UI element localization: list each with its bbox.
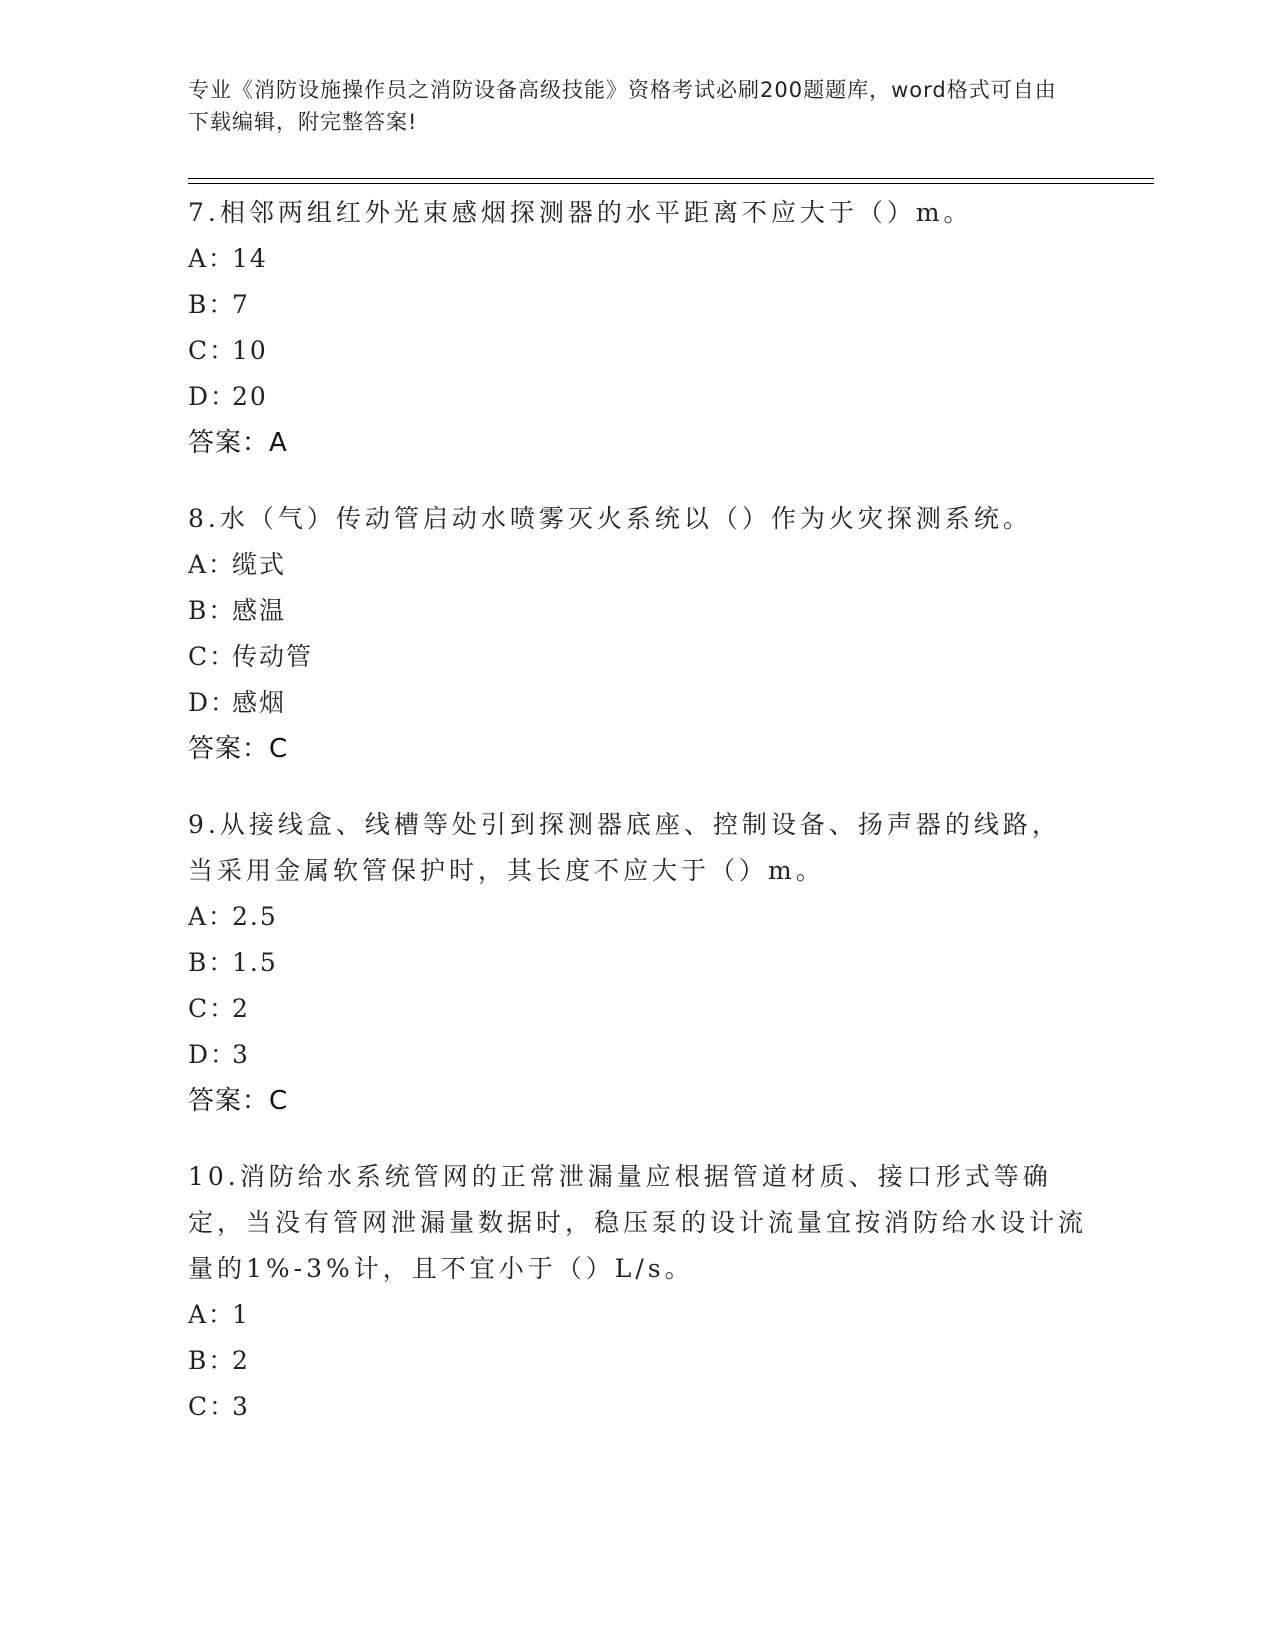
option-key: D： [188,1040,238,1069]
option-value: 1 [232,1300,250,1329]
option-value: 2 [232,1346,250,1375]
question-text: 9.从接线盒、线槽等处引到探测器底座、控制设备、扬声器的线路，当采用金属软管保护时，其长度不应大于（）m。 [188,810,1061,885]
option-value: 1.5 [232,948,278,977]
document-header [188,74,1068,138]
option-value: 2.5 [232,902,278,931]
option-key: C： [188,1392,237,1421]
option-a [188,542,1088,588]
option-value: 3 [232,1040,250,1069]
option-key: C： [188,642,237,671]
option-b [188,1338,1088,1384]
option-key: B： [188,596,236,625]
option-a [188,894,1088,940]
option-key: C： [188,994,237,1023]
question-text: 8.水（气）传动管启动水喷雾灭火系统以（）作为火灾探测系统。 [188,504,1032,533]
option-key: A： [188,244,236,273]
option-d [188,680,1088,726]
option-value: 14 [232,244,268,273]
option-value: 传动管 [232,642,314,671]
question-text: 7.相邻两组红外光束感烟探测器的水平距离不应大于（）m。 [188,198,973,227]
option-key: B： [188,948,236,977]
answer-text: 答案：C [188,1086,289,1116]
option-b [188,282,1088,328]
option-value: 感烟 [232,688,287,717]
option-c [188,634,1088,680]
question-text: 10.消防给水系统管网的正常泄漏量应根据管道材质、接口形式等确定，当没有管网泄漏量数据时，稳压泵的设计流量宜按消防给水设计流量的1%-3%计，且不宜小于（）L/s。 [188,1162,1088,1283]
option-d [188,1032,1088,1078]
header-divider-bottom [188,183,1154,184]
header-divider-top [188,178,1154,179]
option-key: A： [188,1300,236,1329]
option-value: 感温 [232,596,287,625]
option-c [188,1384,1088,1430]
option-key: D： [188,688,238,717]
option-value: 7 [232,290,250,319]
option-key: C： [188,336,237,365]
option-key: D： [188,382,238,411]
question-9 [188,802,1088,1124]
option-key: B： [188,290,236,319]
answer-text: 答案：C [188,734,289,764]
option-b [188,588,1088,634]
option-value: 2 [232,994,250,1023]
option-b [188,940,1088,986]
option-value: 缆式 [232,550,287,579]
question-7 [188,190,1088,466]
option-value: 20 [232,382,268,411]
question-list [188,190,1088,1460]
option-c [188,328,1088,374]
header-text: 专业《消防设施操作员之消防设备高级技能》资格考试必刷200题题库，word格式可自由下载编辑，附完整答案! [188,78,1057,134]
option-c [188,986,1088,1032]
question-10 [188,1154,1088,1430]
option-value: 3 [232,1392,250,1421]
option-value: 10 [232,336,268,365]
question-8 [188,496,1088,772]
option-a [188,236,1088,282]
answer-text: 答案：A [188,428,288,458]
option-key: A： [188,550,236,579]
option-key: B： [188,1346,236,1375]
option-a [188,1292,1088,1338]
option-d [188,374,1088,420]
option-key: A： [188,902,236,931]
